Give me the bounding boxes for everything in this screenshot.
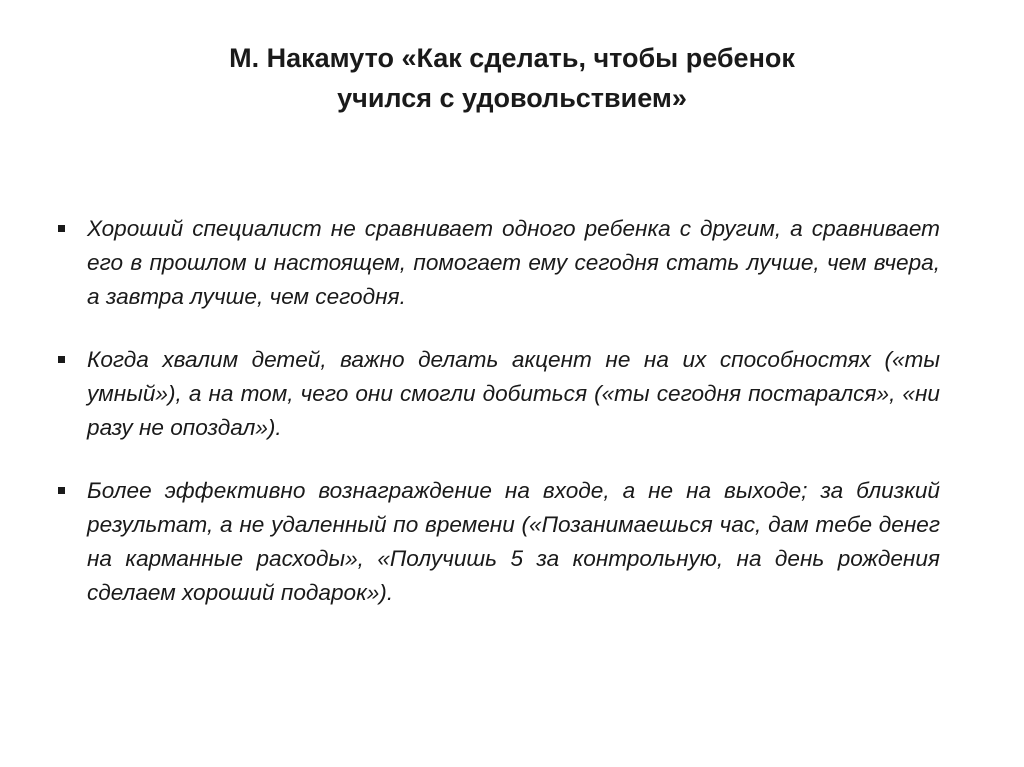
bullet-item-3 xyxy=(56,474,940,610)
bullet-text-3: Более эффективно вознаграждение на входе, а не на выходе; за близкий результат, а не удаленный по времени («Позанимаешься час, дам тебе денег на карманные расходы», «Получишь 5 за контрольную, на день рождения сделаем хороший подарок»). xyxy=(87,478,940,605)
bullet-text-1: Хороший специалист не сравнивает одного ребенка с другим, а сравнивает его в прошлом и настоящем, помогает ему сегодня стать лучше, чем вчера, а завтра лучше, чем сегодня. xyxy=(87,216,940,309)
bullet-list xyxy=(56,212,940,639)
bullet-text-2: Когда хвалим детей, важно делать акцент не на их способностях («ты умный»), а на том, чего они смогли добиться («ты сегодня постарался», «ни разу не опоздал»). xyxy=(87,347,940,440)
slide-title-line-1: М. Накамуто «Как сделать, чтобы ребенок xyxy=(229,43,795,73)
square-bullet-icon xyxy=(58,225,65,232)
bullet-item-1 xyxy=(56,212,940,314)
slide-title xyxy=(0,38,1024,118)
bullet-item-2 xyxy=(56,343,940,445)
slide-title-line-2: учился с удовольствием» xyxy=(337,83,687,113)
square-bullet-icon xyxy=(58,487,65,494)
square-bullet-icon xyxy=(58,356,65,363)
